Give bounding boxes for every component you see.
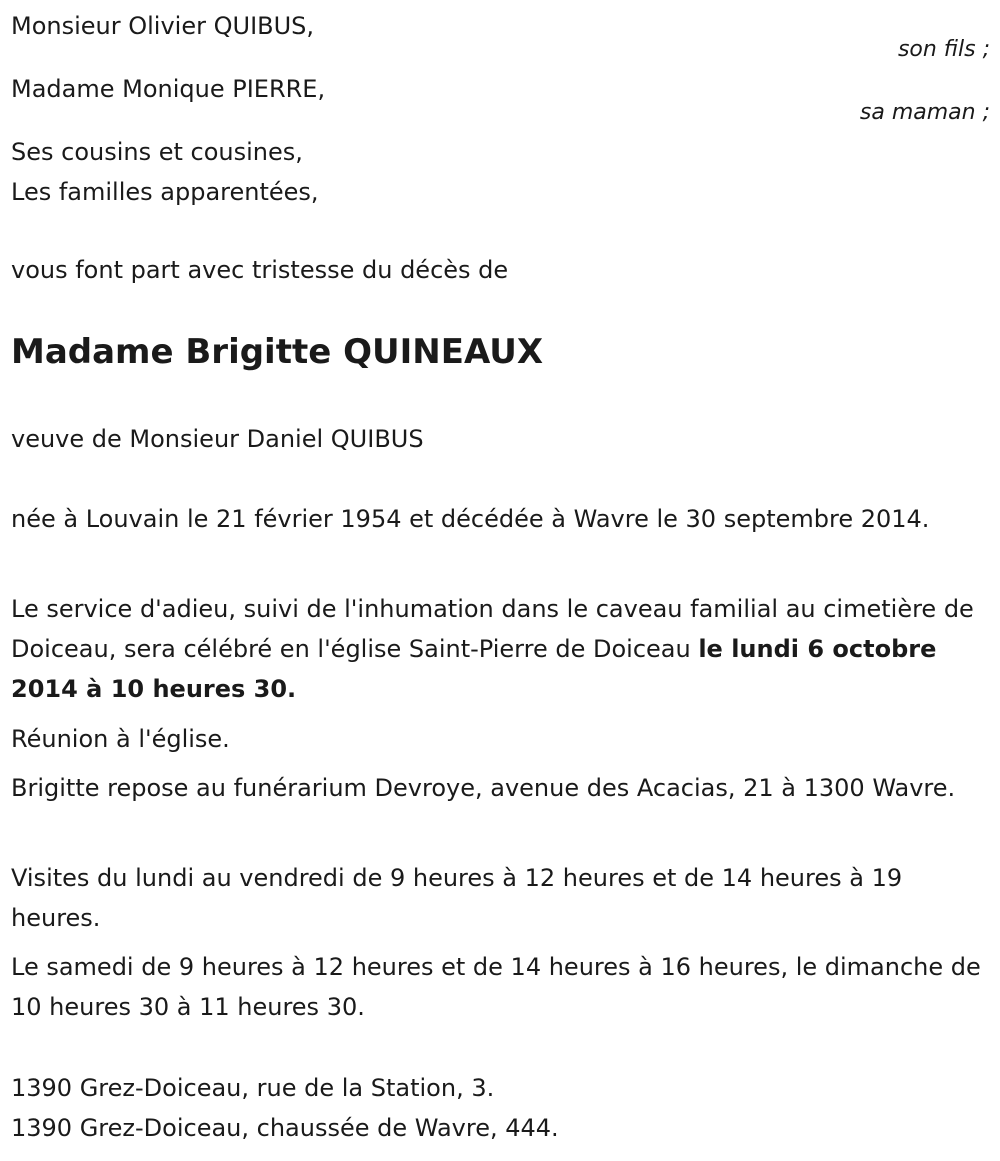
family-mother-name: Madame Monique PIERRE, <box>11 75 326 103</box>
service-date: le lundi 6 octobre 2014 à 10 heures 30. <box>11 635 937 703</box>
address-line-2: 1390 Grez-Doiceau, chaussée de Wavre, 444. <box>11 1114 559 1142</box>
widow-of-text: veuve de Monsieur Daniel QUIBUS <box>11 425 424 453</box>
address-line-1: 1390 Grez-Doiceau, rue de la Station, 3. <box>11 1074 495 1102</box>
family-relatives: Les familles apparentées, <box>11 178 319 206</box>
meeting-text: Réunion à l'église. <box>11 725 230 753</box>
service-paragraph <box>11 589 986 709</box>
family-cousins: Ses cousins et cousines, <box>11 138 303 166</box>
family-mother-relation: sa maman ; <box>859 100 990 125</box>
born-died-text: née à Louvain le 21 février 1954 et décédée à Wavre le 30 septembre 2014. <box>11 505 930 533</box>
announcement-text: vous font part avec tristesse du décès de <box>11 256 509 284</box>
deceased-name: Madame Brigitte QUINEAUX <box>11 332 544 372</box>
visits-weekend-text: Le samedi de 9 heures à 12 heures et de 14 heures à 16 heures, le dimanche de 10 heures 30 à 11 heures 30. <box>11 953 981 1021</box>
service-text: Le service d'adieu, suivi de l'inhumation dans le caveau familial au cimetière de Doiceau, sera célébré en l'église Saint-Pierre de Doiceau <box>11 595 974 663</box>
visits-week-text: Visites du lundi au vendredi de 9 heures à 12 heures et de 14 heures à 19 heures. <box>11 864 903 932</box>
family-son-relation: son fils ; <box>897 37 990 62</box>
family-son-name: Monsieur Olivier QUIBUS, <box>11 12 315 40</box>
funeral-home-text: Brigitte repose au funérarium Devroye, avenue des Acacias, 21 à 1300 Wavre. <box>11 774 956 802</box>
